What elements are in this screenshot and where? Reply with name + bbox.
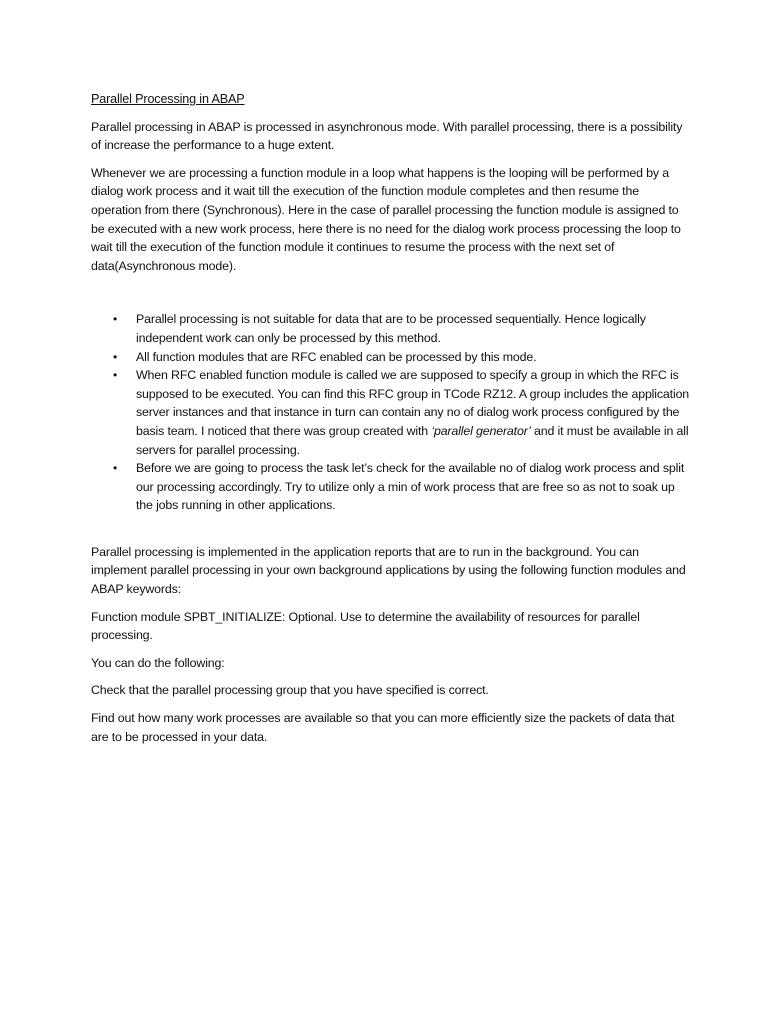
bullet-item <box>91 366 691 459</box>
bullet-text-start: When RFC enabled function module is called we are supposed to specify a group in which the RFC is supposed to be executed. You can find this RFC group in TCode RZ12. A group includes the application server instances and that instance in turn can contain any no of dialog work process configured by the basis team. I noticed that there was group created with <box>136 368 690 438</box>
bullet-item <box>91 459 691 515</box>
function-module-paragraph: Function module SPBT_INITIALIZE: Optional. Use to determine the availability of resources for parallel processing. <box>91 609 640 643</box>
bullet-text-italic: ‘parallel generator’ <box>431 423 531 438</box>
bullet-text: All function modules that are RFC enabled can be processed by this mode. <box>136 349 537 364</box>
bullet-item <box>91 348 691 367</box>
bullet-text: Before we are going to process the task let’s check for the available no of dialog work process and split our processing accordingly. Try to utilize only a min of work process that are free so as not to soak up the jobs running in other applications. <box>136 461 685 513</box>
bullet-item <box>91 310 691 347</box>
bullet-icon: • <box>113 349 118 364</box>
bullet-icon: • <box>113 461 118 476</box>
explanation-paragraph: Whenever we are processing a function module in a loop what happens is the looping will be performed by a dialog work process and it wait till the execution of the function module completes and then resume the operation from there (Synchronous). Here in the case of parallel processing the function module is assigned to be executed with a new work process, here there is no need for the dialog work process processing the loop to wait till the execution of the function module it continues to resume the process with the next set of data(Asynchronous mode). <box>91 165 681 273</box>
bullet-icon: • <box>113 368 118 383</box>
spacer <box>91 515 691 543</box>
intro-paragraph: Parallel processing in ABAP is processed in asynchronous mode. With parallel processing, there is a possibility of increase the performance to a huge extent. <box>91 119 683 153</box>
document-body <box>91 90 691 755</box>
document-title: Parallel Processing in ABAP <box>91 92 245 106</box>
check-paragraph: Check that the parallel processing group that you have specified is correct. <box>91 683 489 698</box>
find-out-paragraph: Find out how many work processes are available so that you can more efficiently size the packets of data that are to be processed in your data. <box>91 711 675 744</box>
bullet-text: Parallel processing is not suitable for data that are to be processed sequentially. Hence logically independent work can only be processed by this method. <box>136 312 646 345</box>
bullet-text-end: and it must be available in all servers for parallel processing. <box>136 423 689 457</box>
bullet-icon: • <box>113 312 118 327</box>
bullet-list <box>91 310 691 515</box>
can-do-paragraph: You can do the following: <box>91 655 225 670</box>
background-paragraph: Parallel processing is implemented in the application reports that are to run in the background. You can implement parallel processing in your own background applications by using the following function modules and ABAP keywords: <box>91 544 686 597</box>
spacer <box>91 284 691 310</box>
